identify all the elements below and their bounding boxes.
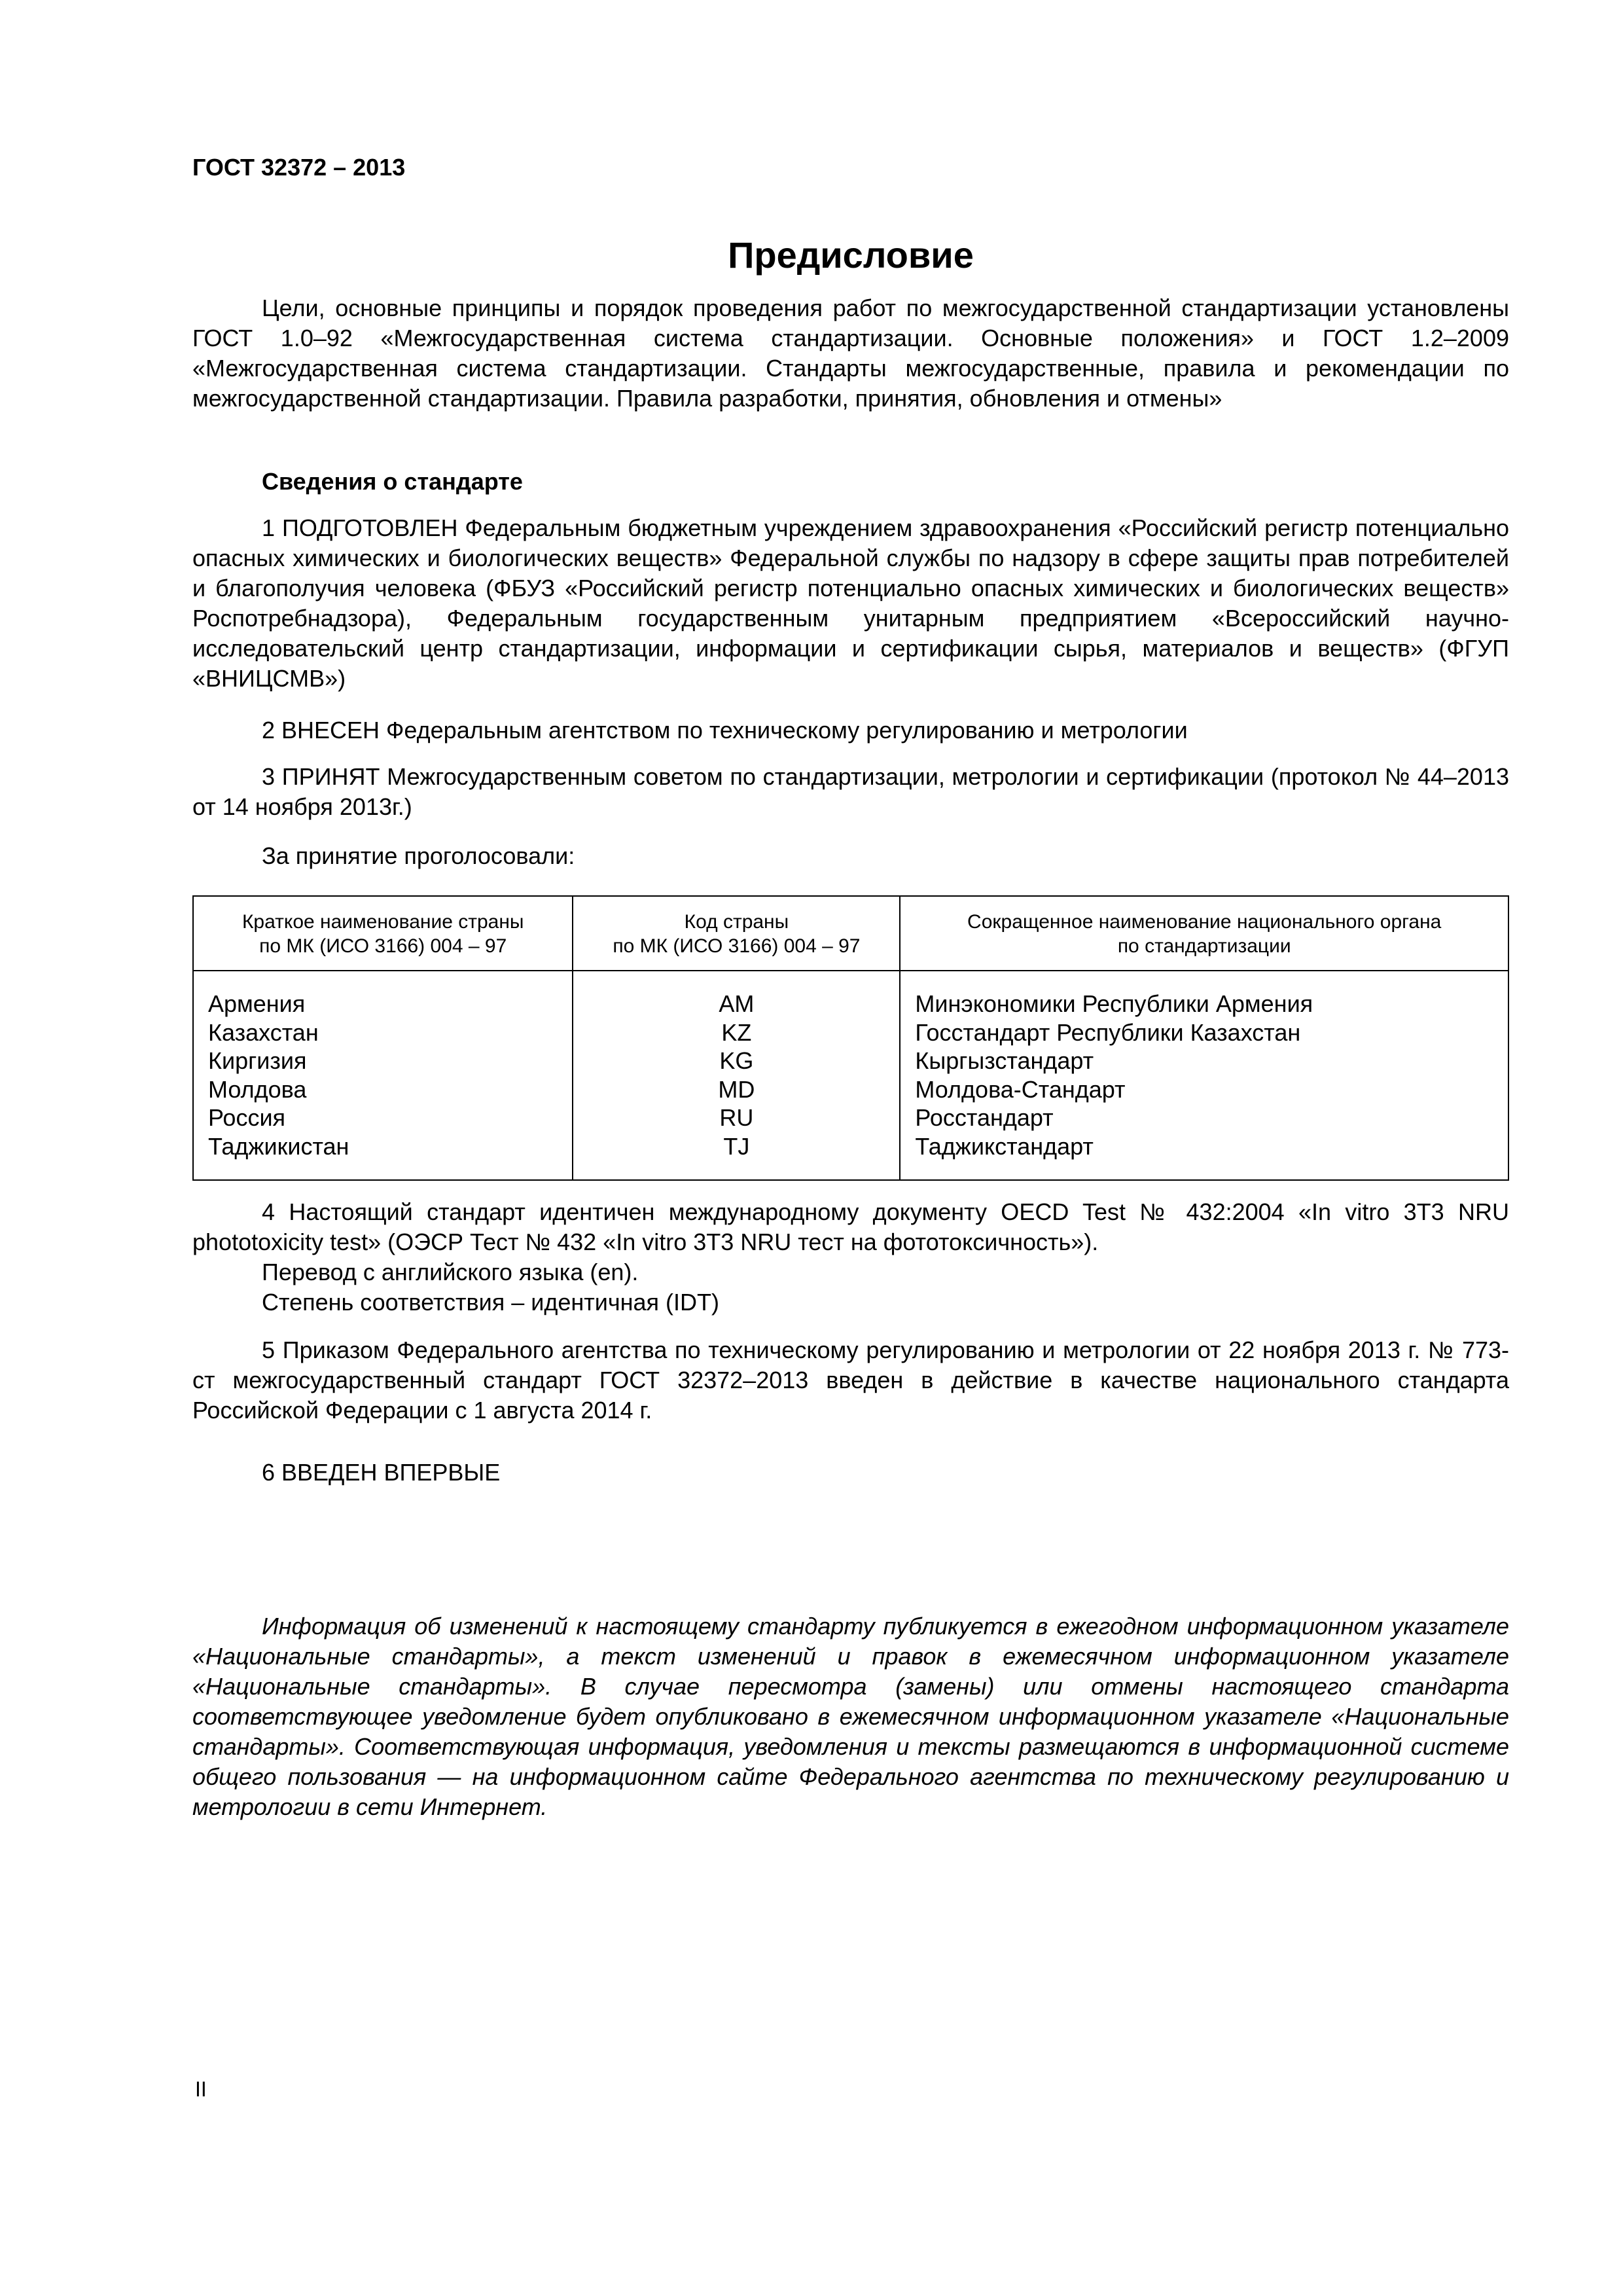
country-code: TJ bbox=[723, 1132, 750, 1160]
item-1-prepared: 1 ПОДГОТОВЛЕН Федеральным бюджетным учреждением здравоохранения «Российский регистр потенциально опасных химических и биологических веществ» Федеральной службы по надзору в сфере защиты прав потребителей и благополучия человека (ФБУЗ «Российский регистр потенциально опасных химических и биологических веществ» Роспотребнадзора), Федеральным государственным унитарным предприятием «Всероссийский научно-исследовательский центр стандартизации, информации и сертификации сырья, материалов и веществ» (ФГУП «ВНИЦСМВ») bbox=[192, 514, 1509, 692]
change-notice: Информация об изменений к настоящему стандарту публикуется в ежегодном информационном указателе «Национальные стандарты», а текст изменений и правок в ежемесячном информационном указателе «Национальные стандарты». В случае пересмотра (замены) или отмены настоящего стандарта соответствующее уведомление будет опубликовано в ежемесячном информационном указателе «Национальные стандарты». Соответствующая информация, уведомления и тексты размещаются в информационной системе общего пользования — на информационном сайте Федерального агентства по техническому регулированию и метрологии в сети Интернет. bbox=[192, 1613, 1509, 1820]
standards-body: Кыргызстандарт bbox=[915, 1047, 1094, 1074]
standards-body: Минэкономики Республики Армения bbox=[915, 990, 1313, 1017]
page-title: Предисловие bbox=[728, 234, 974, 276]
country-name: Казахстан bbox=[208, 1018, 319, 1046]
standards-body: Росстандарт bbox=[915, 1104, 1054, 1131]
item-3-adopted: 3 ПРИНЯТ Межгосударственным советом по стандартизации, метрологии и сертификации (протокол № 44–2013 от 14 ноября 2013г.) bbox=[192, 763, 1509, 820]
country-code: AM bbox=[719, 990, 755, 1017]
standards-body: Госстандарт Республики Казахстан bbox=[915, 1018, 1301, 1046]
country-code: RU bbox=[719, 1104, 754, 1131]
table-row bbox=[193, 971, 1508, 1180]
standards-body: Молдова-Стандарт bbox=[915, 1075, 1126, 1103]
country-code: KG bbox=[719, 1047, 754, 1074]
header-standards-body: Сокращенное наименование национального органа по стандартизации bbox=[900, 896, 1508, 971]
header-country-name: Краткое наименование страны по МК (ИСО 3166) 004 – 97 bbox=[193, 896, 573, 971]
item-2-submitted: 2 ВНЕСЕН Федеральным агентством по техническому регулированию и метрологии bbox=[262, 717, 1188, 744]
standards-body: Таджикстандарт bbox=[915, 1132, 1094, 1160]
item-5-order: 5 Приказом Федерального агентства по техническому регулированию и метрологии от 22 ноября 2013 г. № 773-ст межгосударственный стандарт ГОСТ 32372–2013 введен в действие в качестве национального стандарта Российской Федерации с 1 августа 2014 г. bbox=[192, 1336, 1509, 1424]
country-name: Армения bbox=[208, 990, 306, 1017]
country-code: MD bbox=[718, 1075, 755, 1103]
country-name: Киргизия bbox=[208, 1047, 307, 1074]
header-country-code: Код страны по МК (ИСО 3166) 004 – 97 bbox=[573, 896, 900, 971]
voted-label: За принятие проголосовали: bbox=[262, 842, 575, 869]
page-number: II bbox=[195, 2077, 207, 2101]
country-codes-cell bbox=[573, 971, 900, 1180]
document-id: ГОСТ 32372 – 2013 bbox=[192, 154, 406, 181]
standards-bodies-cell bbox=[900, 971, 1508, 1180]
country-names-cell bbox=[193, 971, 573, 1180]
voting-table bbox=[192, 895, 1509, 1181]
country-name: Молдова bbox=[208, 1075, 307, 1103]
table-header-row bbox=[193, 896, 1508, 971]
item-4-degree: Степень соответствия – идентичная (IDT) bbox=[262, 1289, 720, 1316]
item-4-identity: 4 Настоящий стандарт идентичен международному документу OECD Test № 432:2004 «In vitro 3T3 NRU phototoxicity test» (ОЭСР Тест № 432 «In vitro 3T3 NRU тест на фототоксичность»). bbox=[192, 1198, 1509, 1255]
intro-paragraph: Цели, основные принципы и порядок проведения работ по межгосударственной стандартизации установлены ГОСТ 1.0–92 «Межгосударственная система стандартизации. Основные положения» и ГОСТ 1.2–2009 «Межгосударственная система стандартизации. Стандарты межгосударственные, правила и рекомендации по межгосударственной стандартизации. Правила разработки, принятия, обновления и отмены» bbox=[192, 295, 1509, 412]
item-6-introduced: 6 ВВЕДЕН ВПЕРВЫЕ bbox=[262, 1459, 501, 1486]
country-name: Таджикистан bbox=[208, 1132, 349, 1160]
country-code: KZ bbox=[721, 1018, 752, 1046]
info-heading: Сведения о стандарте bbox=[262, 468, 523, 495]
item-4-translation: Перевод с английского языка (en). bbox=[262, 1259, 639, 1285]
country-name: Россия bbox=[208, 1104, 286, 1131]
